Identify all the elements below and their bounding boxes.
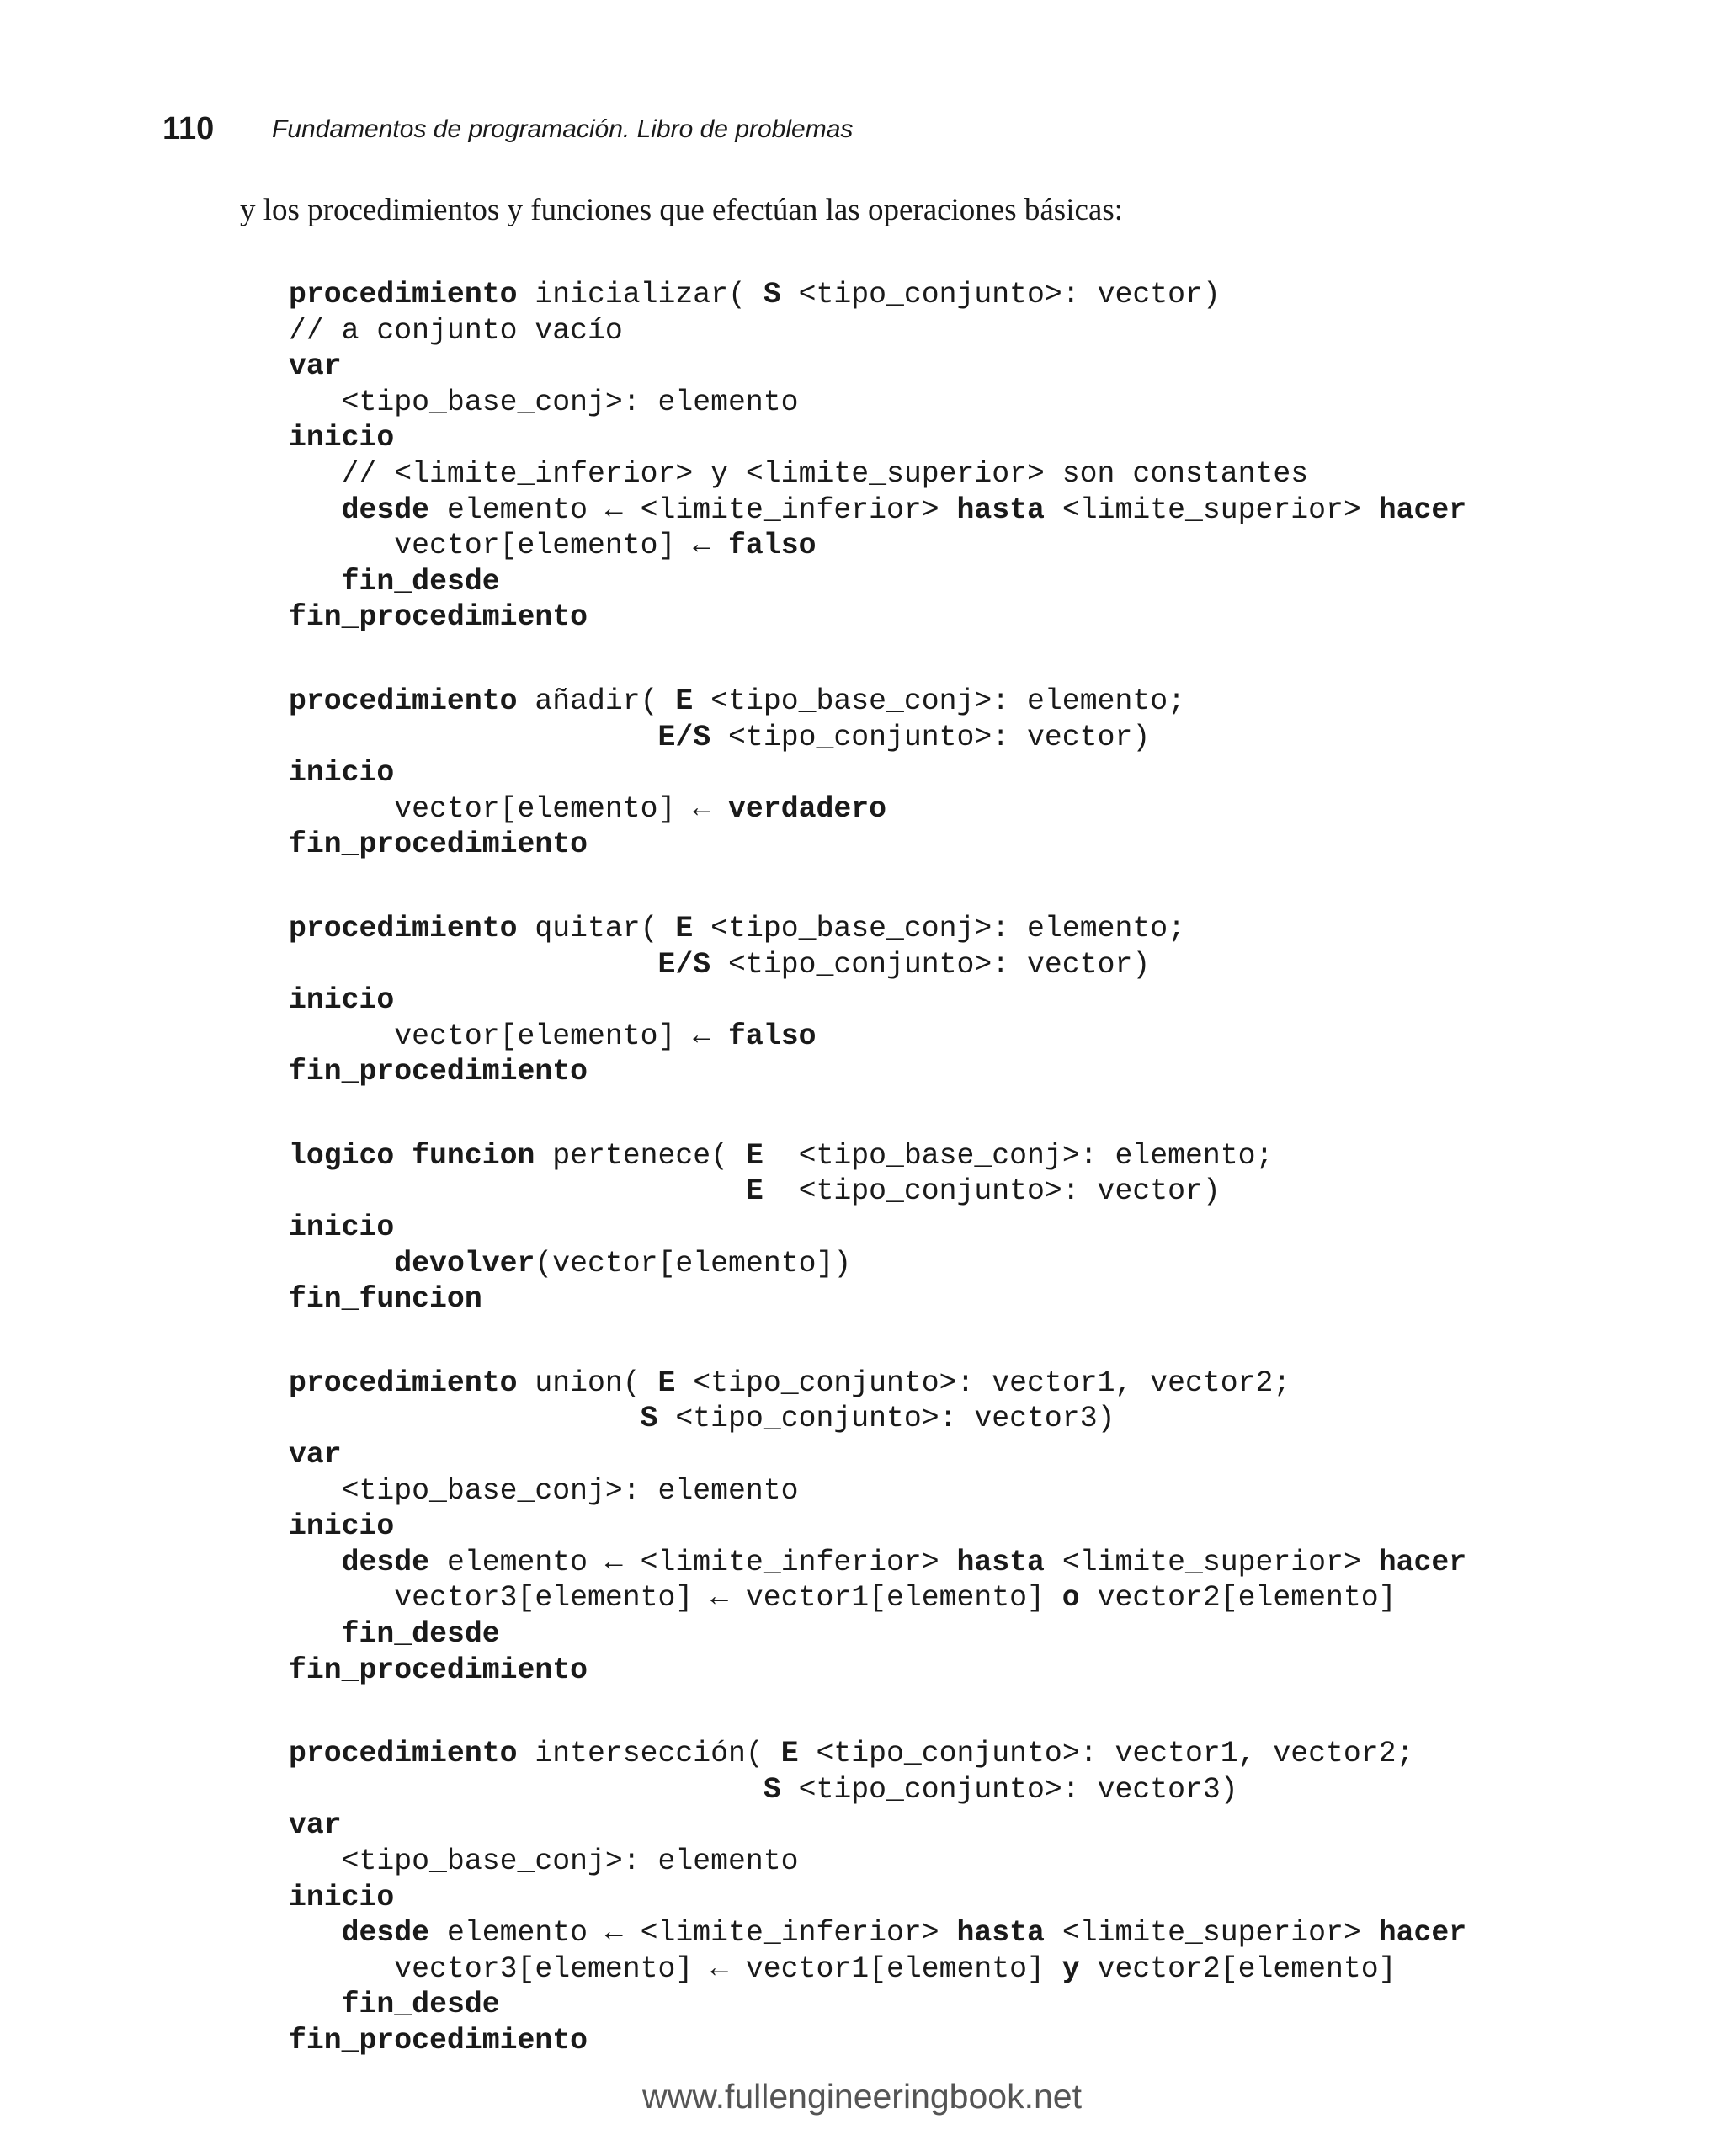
code-text [289, 949, 658, 982]
code-text: vector[elemento] ← [289, 530, 729, 563]
code-line [289, 278, 1466, 314]
footer-url: www.fullengineeringbook.net [642, 2077, 1082, 2116]
keyword: procedimiento [289, 279, 518, 311]
code-text: (vector[elemento]) [535, 1247, 852, 1280]
code-text: union( [517, 1366, 658, 1400]
code-text: <tipo_conjunto>: vector1, vector2; [675, 1366, 1291, 1400]
code-line [289, 1988, 1466, 2024]
code-text: <tipo_base_conj>: elemento [289, 1474, 799, 1508]
code-line [289, 792, 1466, 828]
block-spacer [289, 864, 1466, 912]
code-text: inicializar( [517, 279, 764, 311]
code-line [289, 1773, 1466, 1809]
code-block [289, 912, 1466, 1091]
code-line [289, 1474, 1466, 1510]
code-text [289, 1175, 746, 1208]
keyword: fin_procedimiento [289, 1653, 588, 1687]
keyword: desde [341, 493, 430, 527]
running-title: Fundamentos de programación. Libro de problemas [272, 115, 854, 143]
pseudocode-listing [289, 278, 1466, 2060]
code-line [289, 493, 1466, 530]
keyword: fin_procedimiento [289, 601, 588, 635]
keyword: falso [728, 530, 817, 563]
keyword: inicio [289, 422, 395, 455]
code-text: <tipo_conjunto>: vector) [710, 721, 1151, 754]
code-line [289, 1581, 1466, 1617]
code-line [289, 457, 1466, 493]
keyword: inicio [289, 1211, 395, 1245]
keyword: var [289, 1439, 342, 1472]
keyword: fin_funcion [289, 1283, 482, 1317]
code-line [289, 600, 1466, 636]
keyword: hasta [956, 493, 1045, 527]
code-text: vector[elemento] ← [289, 1019, 729, 1053]
code-line [289, 1916, 1466, 1952]
keyword: o [1062, 1582, 1080, 1616]
code-text [289, 1917, 342, 1950]
code-text: <tipo_conjunto>: vector1, vector2; [798, 1738, 1414, 1771]
code-text: <tipo_conjunto>: vector) [763, 1175, 1221, 1209]
code-text [289, 1988, 342, 2021]
code-block [289, 1139, 1466, 1318]
code-line [289, 1366, 1466, 1403]
code-text [289, 494, 342, 527]
code-line [289, 349, 1466, 386]
code-text: <tipo_base_conj>: elemento; [763, 1139, 1274, 1173]
code-text: elemento ← <limite_inferior> [429, 1546, 957, 1579]
intro-paragraph: y los procedimientos y funciones que efectúan las operaciones básicas: [240, 193, 1124, 227]
code-line [289, 684, 1466, 721]
code-line [289, 1438, 1466, 1474]
code-text: <tipo_base_conj>: elemento; [693, 912, 1185, 945]
code-line [289, 1653, 1466, 1690]
code-text: // <limite_inferior> y <limite_superior> son constantes [289, 457, 1309, 491]
keyword: procedimiento [289, 684, 518, 718]
code-line [289, 828, 1466, 864]
keyword: falso [728, 1019, 817, 1053]
code-text: <tipo_conjunto>: vector) [710, 948, 1151, 982]
keyword: S [640, 1403, 658, 1436]
block-spacer [289, 1689, 1466, 1737]
keyword: fin_desde [341, 1988, 500, 2022]
keyword: E/S [657, 948, 711, 982]
code-text [289, 1248, 394, 1280]
code-line [289, 1282, 1466, 1318]
block-spacer [289, 636, 1466, 684]
keyword: S [763, 279, 781, 311]
code-line [289, 721, 1466, 757]
code-text: vector2[elemento] [1079, 1582, 1397, 1616]
keyword: logico funcion [289, 1139, 535, 1173]
keyword: inicio [289, 1510, 395, 1544]
block-spacer [289, 1318, 1466, 1366]
keyword: hasta [956, 1917, 1045, 1951]
keyword: procedimiento [289, 1738, 518, 1771]
code-text: intersección( [517, 1738, 781, 1771]
keyword: E [675, 684, 694, 718]
code-line [289, 1402, 1466, 1438]
keyword: fin_procedimiento [289, 1056, 588, 1089]
code-text: <tipo_conjunto>: vector3) [657, 1403, 1115, 1436]
code-text: <limite_superior> [1044, 1546, 1379, 1579]
code-line [289, 386, 1466, 422]
keyword: inicio [289, 757, 395, 791]
code-text: <tipo_base_conj>: elemento; [693, 684, 1185, 718]
code-block [289, 684, 1466, 864]
code-text [289, 1546, 342, 1579]
code-text: elemento ← <limite_inferior> [429, 1917, 957, 1951]
code-line [289, 983, 1466, 1019]
code-text: <limite_superior> [1044, 1917, 1379, 1951]
code-line [289, 1174, 1466, 1211]
code-block [289, 1737, 1466, 2059]
code-text: <limite_superior> [1044, 493, 1379, 527]
keyword: inicio [289, 984, 395, 1018]
code-line [289, 756, 1466, 792]
code-text: añadir( [517, 684, 676, 718]
block-spacer [289, 1091, 1466, 1139]
code-line [289, 1617, 1466, 1653]
code-line [289, 1019, 1466, 1056]
code-text: <tipo_conjunto>: vector3) [780, 1773, 1238, 1807]
code-block [289, 278, 1466, 636]
keyword: fin_procedimiento [289, 828, 588, 862]
code-line [289, 565, 1466, 601]
code-text [289, 1618, 342, 1651]
keyword: desde [341, 1917, 430, 1951]
keyword: hacer [1378, 1546, 1467, 1579]
code-text: <tipo_base_conj>: elemento [289, 1845, 799, 1878]
code-text: quitar( [517, 912, 676, 945]
code-text [289, 721, 658, 754]
code-line [289, 1737, 1466, 1773]
keyword: hasta [956, 1546, 1045, 1579]
code-line [289, 1845, 1466, 1881]
code-line [289, 1139, 1466, 1175]
keyword: S [763, 1773, 781, 1807]
code-line [289, 1881, 1466, 1917]
keyword: fin_desde [341, 1618, 500, 1651]
code-line [289, 1211, 1466, 1247]
code-text: <tipo_base_conj>: elemento [289, 386, 799, 419]
keyword: procedimiento [289, 1366, 518, 1400]
code-line [289, 912, 1466, 948]
keyword: E [745, 1175, 764, 1209]
code-line [289, 948, 1466, 984]
code-line [289, 1952, 1466, 1988]
keyword: fin_desde [341, 565, 500, 599]
keyword: desde [341, 1546, 430, 1579]
keyword: var [289, 1809, 342, 1843]
code-text: pertenece( [535, 1139, 746, 1173]
keyword: E [745, 1139, 764, 1173]
code-line [289, 421, 1466, 457]
code-text [289, 566, 342, 599]
code-text: // a conjunto vacío [289, 314, 623, 348]
keyword: var [289, 350, 342, 384]
keyword: E [675, 912, 694, 945]
code-text: vector[elemento] ← [289, 792, 729, 826]
code-text [289, 1403, 641, 1435]
code-text: elemento ← <limite_inferior> [429, 493, 957, 527]
code-text [289, 1774, 764, 1807]
code-line [289, 1546, 1466, 1582]
code-text: <tipo_conjunto>: vector) [780, 279, 1221, 311]
keyword: E [657, 1366, 676, 1400]
code-line [289, 1808, 1466, 1845]
code-text: vector3[elemento] ← vector1[elemento] [289, 1952, 1062, 1986]
keyword: inicio [289, 1881, 395, 1914]
keyword: E [780, 1738, 799, 1771]
keyword: E/S [657, 721, 711, 754]
code-line [289, 1509, 1466, 1546]
code-block [289, 1366, 1466, 1689]
code-line [289, 529, 1466, 565]
keyword: fin_procedimiento [289, 2024, 588, 2058]
keyword: y [1062, 1952, 1080, 1986]
page-number: 110 [162, 111, 215, 146]
keyword: devolver [394, 1247, 535, 1280]
keyword: procedimiento [289, 912, 518, 945]
keyword: hacer [1378, 1917, 1467, 1951]
code-line [289, 2024, 1466, 2060]
code-text: vector3[elemento] ← vector1[elemento] [289, 1582, 1062, 1616]
code-line [289, 1055, 1466, 1091]
keyword: hacer [1378, 493, 1467, 527]
code-line [289, 1247, 1466, 1283]
keyword: verdadero [728, 792, 886, 826]
code-line [289, 314, 1466, 350]
code-text: vector2[elemento] [1079, 1952, 1397, 1986]
